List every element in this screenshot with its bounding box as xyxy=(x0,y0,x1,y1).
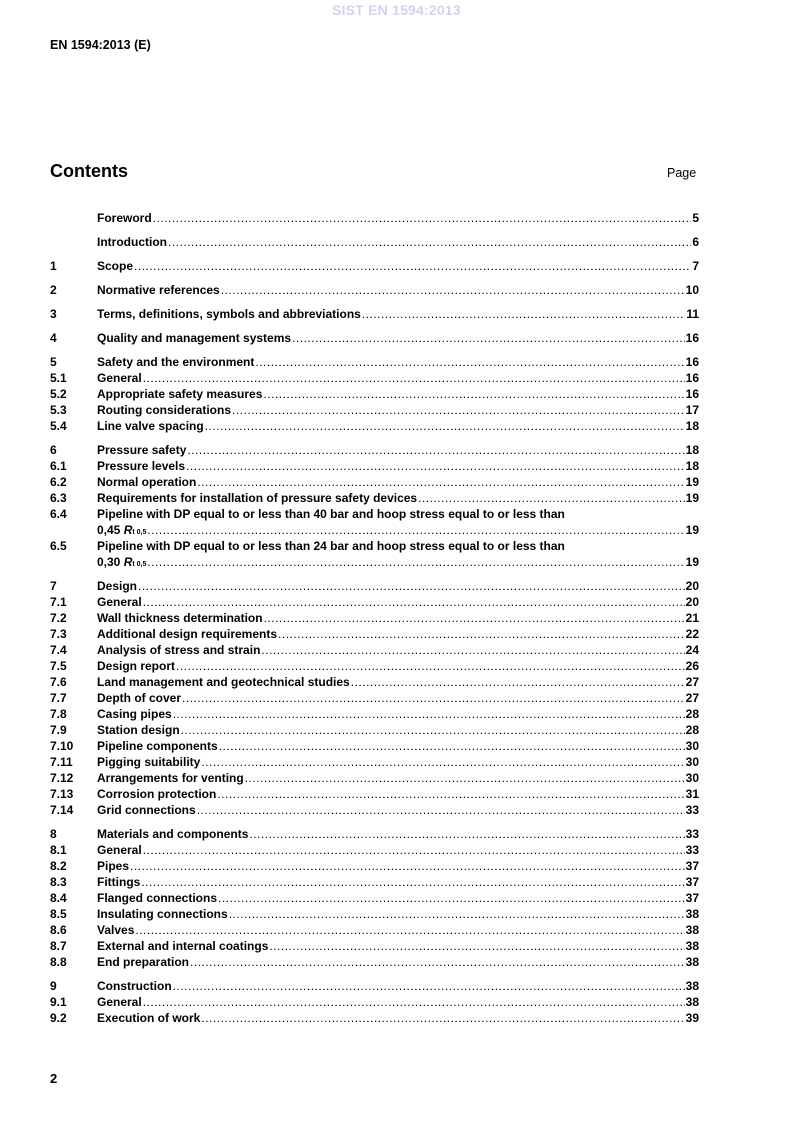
toc-entry[interactable] xyxy=(50,738,699,754)
toc-entry-title: Normal operation xyxy=(97,475,197,489)
toc-entry-page: 38 xyxy=(685,995,699,1009)
toc-entry-number: 8.2 xyxy=(50,859,67,873)
toc-entry-number: 5.3 xyxy=(50,403,67,417)
dot-leader xyxy=(255,354,684,370)
toc-entry[interactable] xyxy=(50,578,699,594)
dot-leader xyxy=(264,610,685,626)
toc-entry-title: Fittings xyxy=(97,875,141,889)
toc-entry[interactable] xyxy=(50,354,699,370)
toc-entry-title: Appropriate safety measures xyxy=(97,387,263,401)
dot-leader xyxy=(181,722,685,738)
dot-leader xyxy=(147,554,684,570)
toc-entry[interactable] xyxy=(50,370,699,386)
toc-entry[interactable] xyxy=(50,258,699,274)
toc-entry-page: 18 xyxy=(685,443,699,457)
toc-entry-title: Insulating connections xyxy=(97,907,228,921)
toc-entry-title: End preparation xyxy=(97,955,190,969)
toc-entry-title: Scope xyxy=(97,259,134,273)
dot-leader xyxy=(197,802,685,818)
toc-entry[interactable] xyxy=(50,458,699,474)
toc-entry-page: 37 xyxy=(685,891,699,905)
toc-entry-title: General xyxy=(97,843,142,857)
dot-leader xyxy=(143,842,685,858)
toc-entry-title: General xyxy=(97,995,142,1009)
toc-entry-title: External and internal coatings xyxy=(97,939,269,953)
toc-entry-page: 37 xyxy=(685,875,699,889)
toc-entry[interactable] xyxy=(50,706,699,722)
toc-entry-number: 5.1 xyxy=(50,371,67,385)
dot-leader xyxy=(143,994,685,1010)
toc-entry-page: 16 xyxy=(685,371,699,385)
dot-leader xyxy=(176,658,685,674)
toc-entry-page: 16 xyxy=(685,355,699,369)
toc-entry-number: 6.5 xyxy=(50,539,67,553)
toc-entry-page: 38 xyxy=(685,907,699,921)
toc-entry[interactable] xyxy=(50,418,699,434)
toc-entry[interactable] xyxy=(50,842,699,858)
toc-entry-page: 19 xyxy=(685,555,699,569)
dot-leader xyxy=(130,858,685,874)
toc-entry-title: Wall thickness determination xyxy=(97,611,263,625)
toc-entry[interactable] xyxy=(50,754,699,770)
document-id: EN 1594:2013 (E) xyxy=(50,38,151,52)
toc-entry-page: 33 xyxy=(685,803,699,817)
dot-leader xyxy=(292,330,685,346)
toc-entry-page: 31 xyxy=(685,787,699,801)
toc-entry-title: Pressure safety xyxy=(97,443,187,457)
toc-entry-number: 7.1 xyxy=(50,595,67,609)
dot-leader xyxy=(249,826,684,842)
toc-entry-page: 38 xyxy=(685,939,699,953)
toc-entry[interactable] xyxy=(50,858,699,874)
toc-entry-page: 39 xyxy=(685,1011,699,1025)
toc-entry-page: 10 xyxy=(685,283,699,297)
toc-entry-page: 18 xyxy=(685,419,699,433)
toc-entry-page: 28 xyxy=(685,723,699,737)
toc-entry-title-continued: 0,45 Rt 0,5 xyxy=(97,523,147,537)
toc-entry-title: Safety and the environment xyxy=(97,355,255,369)
toc-entry-number: 8 xyxy=(50,827,57,841)
toc-entry-number: 8.6 xyxy=(50,923,67,937)
dot-leader xyxy=(232,402,685,418)
symbol-r: R xyxy=(123,523,133,537)
toc-entry-title: Requirements for installation of pressure safety devices xyxy=(97,491,418,505)
toc-entry-title: Pigging suitability xyxy=(97,755,201,769)
toc-entry[interactable] xyxy=(50,474,699,490)
toc-entry-number: 9.1 xyxy=(50,995,67,1009)
page-column-label: Page xyxy=(667,166,697,180)
toc-entry[interactable] xyxy=(50,954,699,970)
dot-leader xyxy=(197,474,684,490)
toc-entry[interactable] xyxy=(50,874,699,890)
toc-entry-title: Pressure levels xyxy=(97,459,186,473)
toc-entry-title: Corrosion protection xyxy=(97,787,217,801)
toc-entry-page: 18 xyxy=(685,459,699,473)
toc-entry-number: 6.4 xyxy=(50,507,67,521)
dot-leader xyxy=(245,770,685,786)
dot-leader xyxy=(278,626,685,642)
dot-leader xyxy=(418,490,685,506)
toc-entry-number: 1 xyxy=(50,259,57,273)
toc-entry-page: 27 xyxy=(685,675,699,689)
toc-entry-number: 8.3 xyxy=(50,875,67,889)
toc-entry-title: Land management and geotechnical studies xyxy=(97,675,350,689)
symbol-r: R xyxy=(123,555,133,569)
toc-entry-page: 17 xyxy=(685,403,699,417)
toc-entry[interactable] xyxy=(50,234,699,250)
toc-entry-page: 28 xyxy=(685,707,699,721)
dot-leader xyxy=(201,754,684,770)
toc-entry[interactable] xyxy=(50,490,699,506)
toc-entry-title: Casing pipes xyxy=(97,707,172,721)
toc-entry-title: Normative references xyxy=(97,283,220,297)
toc-entry-page: 6 xyxy=(692,235,699,249)
toc-entry-title: Terms, definitions, symbols and abbreviations xyxy=(97,307,361,321)
toc-entry[interactable] xyxy=(50,922,699,938)
toc-entry-number: 5.4 xyxy=(50,419,67,433)
toc-entry-title: Depth of cover xyxy=(97,691,182,705)
toc-entry-title: Foreword xyxy=(97,211,152,225)
toc-entry[interactable] xyxy=(50,994,699,1010)
watermark: SIST EN 1594:2013 xyxy=(332,2,461,18)
toc-entry[interactable] xyxy=(50,786,699,802)
toc-entry-number: 7.9 xyxy=(50,723,67,737)
dot-leader xyxy=(153,210,692,226)
toc-entry-number: 4 xyxy=(50,331,57,345)
toc-entry-number: 7.2 xyxy=(50,611,67,625)
toc-entry-title: Introduction xyxy=(97,235,167,249)
toc-entry-number: 7.5 xyxy=(50,659,67,673)
toc-entry-page: 27 xyxy=(685,691,699,705)
dot-leader xyxy=(261,642,684,658)
toc-entry-page: 30 xyxy=(685,755,699,769)
toc-entry-title: Valves xyxy=(97,923,135,937)
toc-entry-page: 20 xyxy=(685,579,699,593)
toc-entry-title: Execution of work xyxy=(97,1011,201,1025)
toc-entry-number: 8.8 xyxy=(50,955,67,969)
dot-leader xyxy=(173,978,685,994)
toc-entry[interactable] xyxy=(50,1010,699,1026)
toc-entry[interactable] xyxy=(50,978,699,994)
toc-entry-title: Analysis of stress and strain xyxy=(97,643,261,657)
toc-entry[interactable] xyxy=(50,306,699,322)
toc-entry[interactable] xyxy=(50,722,699,738)
toc-entry-title: Line valve spacing xyxy=(97,419,204,433)
toc-entry-page: 16 xyxy=(685,331,699,345)
toc-entry[interactable] xyxy=(50,282,699,298)
toc-entry-page: 33 xyxy=(685,843,699,857)
toc-entry-number: 7.6 xyxy=(50,675,67,689)
toc-entry[interactable] xyxy=(50,642,699,658)
toc-entry-page: 7 xyxy=(692,259,699,273)
toc-entry-title: Pipes xyxy=(97,859,130,873)
toc-entry[interactable] xyxy=(50,658,699,674)
toc-entry-page: 38 xyxy=(685,923,699,937)
toc-entry-page: 16 xyxy=(685,387,699,401)
toc-entry[interactable] xyxy=(50,626,699,642)
toc-entry-number: 7.10 xyxy=(50,739,74,753)
toc-entry-number: 7.8 xyxy=(50,707,67,721)
toc-entry-number: 3 xyxy=(50,307,57,321)
toc-entry-page: 30 xyxy=(685,771,699,785)
toc-entry[interactable] xyxy=(50,802,699,818)
toc-entry-number: 8.7 xyxy=(50,939,67,953)
toc-entry-title-continued: 0,30 Rt 0,5 xyxy=(97,555,147,569)
toc-entry-page: 22 xyxy=(685,627,699,641)
toc-entry[interactable] xyxy=(50,538,699,570)
dot-leader xyxy=(143,594,685,610)
dot-leader xyxy=(219,738,685,754)
toc-entry-page: 26 xyxy=(685,659,699,673)
toc-entry-number: 6.3 xyxy=(50,491,67,505)
toc-entry-page: 19 xyxy=(685,475,699,489)
toc-entry-page: 37 xyxy=(685,859,699,873)
toc-entry-number: 9.2 xyxy=(50,1011,67,1025)
toc-entry-page: 30 xyxy=(685,739,699,753)
toc-entry-title: Routing considerations xyxy=(97,403,232,417)
toc-entry-title: Design xyxy=(97,579,138,593)
toc-entry-title: Station design xyxy=(97,723,180,737)
toc-entry[interactable] xyxy=(50,890,699,906)
dot-leader xyxy=(135,922,684,938)
dot-leader xyxy=(351,674,685,690)
toc-entry[interactable] xyxy=(50,594,699,610)
toc-entry[interactable] xyxy=(50,402,699,418)
toc-entry[interactable] xyxy=(50,938,699,954)
toc-entry-number: 7.3 xyxy=(50,627,67,641)
table-of-contents xyxy=(50,210,699,1026)
toc-entry-title: Arrangements for venting xyxy=(97,771,244,785)
toc-entry[interactable] xyxy=(50,610,699,626)
toc-entry-number: 7.12 xyxy=(50,771,74,785)
toc-entry-page: 20 xyxy=(685,595,699,609)
symbol-subscript: t 0,5 xyxy=(132,561,147,568)
toc-entry[interactable] xyxy=(50,770,699,786)
toc-entry-page: 21 xyxy=(685,611,699,625)
toc-entry[interactable] xyxy=(50,442,699,458)
dot-leader xyxy=(218,890,685,906)
toc-entry-title: Quality and management systems xyxy=(97,331,292,345)
toc-entry-number: 6.2 xyxy=(50,475,67,489)
dot-leader xyxy=(190,954,685,970)
toc-entry-number: 9 xyxy=(50,979,57,993)
dot-leader xyxy=(182,690,685,706)
toc-entry-title: Additional design requirements xyxy=(97,627,278,641)
toc-entry-number: 7.14 xyxy=(50,803,74,817)
toc-entry-page: 38 xyxy=(685,955,699,969)
toc-entry-number: 7.7 xyxy=(50,691,67,705)
toc-entry-number: 7.11 xyxy=(50,755,73,769)
toc-entry-title: Design report xyxy=(97,659,176,673)
toc-entry-number: 7 xyxy=(50,579,57,593)
toc-entry[interactable] xyxy=(50,210,699,226)
toc-entry[interactable] xyxy=(50,330,699,346)
dot-leader xyxy=(187,442,684,458)
toc-entry-number: 6.1 xyxy=(50,459,67,473)
toc-entry-title: Flanged connections xyxy=(97,891,218,905)
symbol-subscript: t 0,5 xyxy=(132,529,147,536)
dot-leader xyxy=(186,458,685,474)
toc-entry-number: 5.2 xyxy=(50,387,67,401)
toc-entry-page: 33 xyxy=(685,827,699,841)
dot-leader xyxy=(168,234,691,250)
toc-entry-page: 19 xyxy=(685,491,699,505)
toc-entry-number: 8.4 xyxy=(50,891,67,905)
toc-entry-number: 5 xyxy=(50,355,57,369)
dot-leader xyxy=(138,578,685,594)
dot-leader xyxy=(201,1010,684,1026)
toc-entry[interactable] xyxy=(50,690,699,706)
toc-entry-title: Pipeline with DP equal to or less than 24 bar and hoop stress equal to or less than xyxy=(97,539,565,553)
toc-entry-title: Pipeline with DP equal to or less than 40 bar and hoop stress equal to or less than xyxy=(97,507,565,521)
toc-entry-number: 8.5 xyxy=(50,907,67,921)
toc-entry-page: 11 xyxy=(686,307,699,321)
toc-entry-title: Materials and components xyxy=(97,827,249,841)
dot-leader xyxy=(141,874,684,890)
dot-leader xyxy=(217,786,684,802)
dot-leader xyxy=(173,706,685,722)
toc-entry-page: 19 xyxy=(685,523,699,537)
dot-leader xyxy=(147,522,684,538)
toc-entry-number: 7.4 xyxy=(50,643,67,657)
toc-entry-number: 2 xyxy=(50,283,57,297)
toc-entry-page: 24 xyxy=(685,643,699,657)
toc-entry[interactable] xyxy=(50,906,699,922)
dot-leader xyxy=(263,386,684,402)
dot-leader xyxy=(205,418,685,434)
dot-leader xyxy=(221,282,685,298)
toc-entry-number: 6 xyxy=(50,443,57,457)
toc-entry[interactable] xyxy=(50,826,699,842)
dot-leader xyxy=(143,370,685,386)
toc-entry-title: General xyxy=(97,371,142,385)
toc-entry-title: Grid connections xyxy=(97,803,196,817)
dot-leader xyxy=(362,306,685,322)
page-number: 2 xyxy=(50,1071,58,1086)
toc-entry-page: 5 xyxy=(692,211,699,225)
toc-entry-title: Construction xyxy=(97,979,172,993)
dot-leader xyxy=(269,938,684,954)
toc-entry-page: 38 xyxy=(685,979,699,993)
toc-entry-title: General xyxy=(97,595,142,609)
toc-entry[interactable] xyxy=(50,506,699,538)
toc-entry[interactable] xyxy=(50,386,699,402)
toc-entry[interactable] xyxy=(50,674,699,690)
dot-leader xyxy=(134,258,691,274)
toc-entry-number: 7.13 xyxy=(50,787,74,801)
toc-entry-number: 8.1 xyxy=(50,843,67,857)
toc-entry-title: Pipeline components xyxy=(97,739,218,753)
dot-leader xyxy=(229,906,685,922)
contents-heading: Contents xyxy=(50,161,128,181)
